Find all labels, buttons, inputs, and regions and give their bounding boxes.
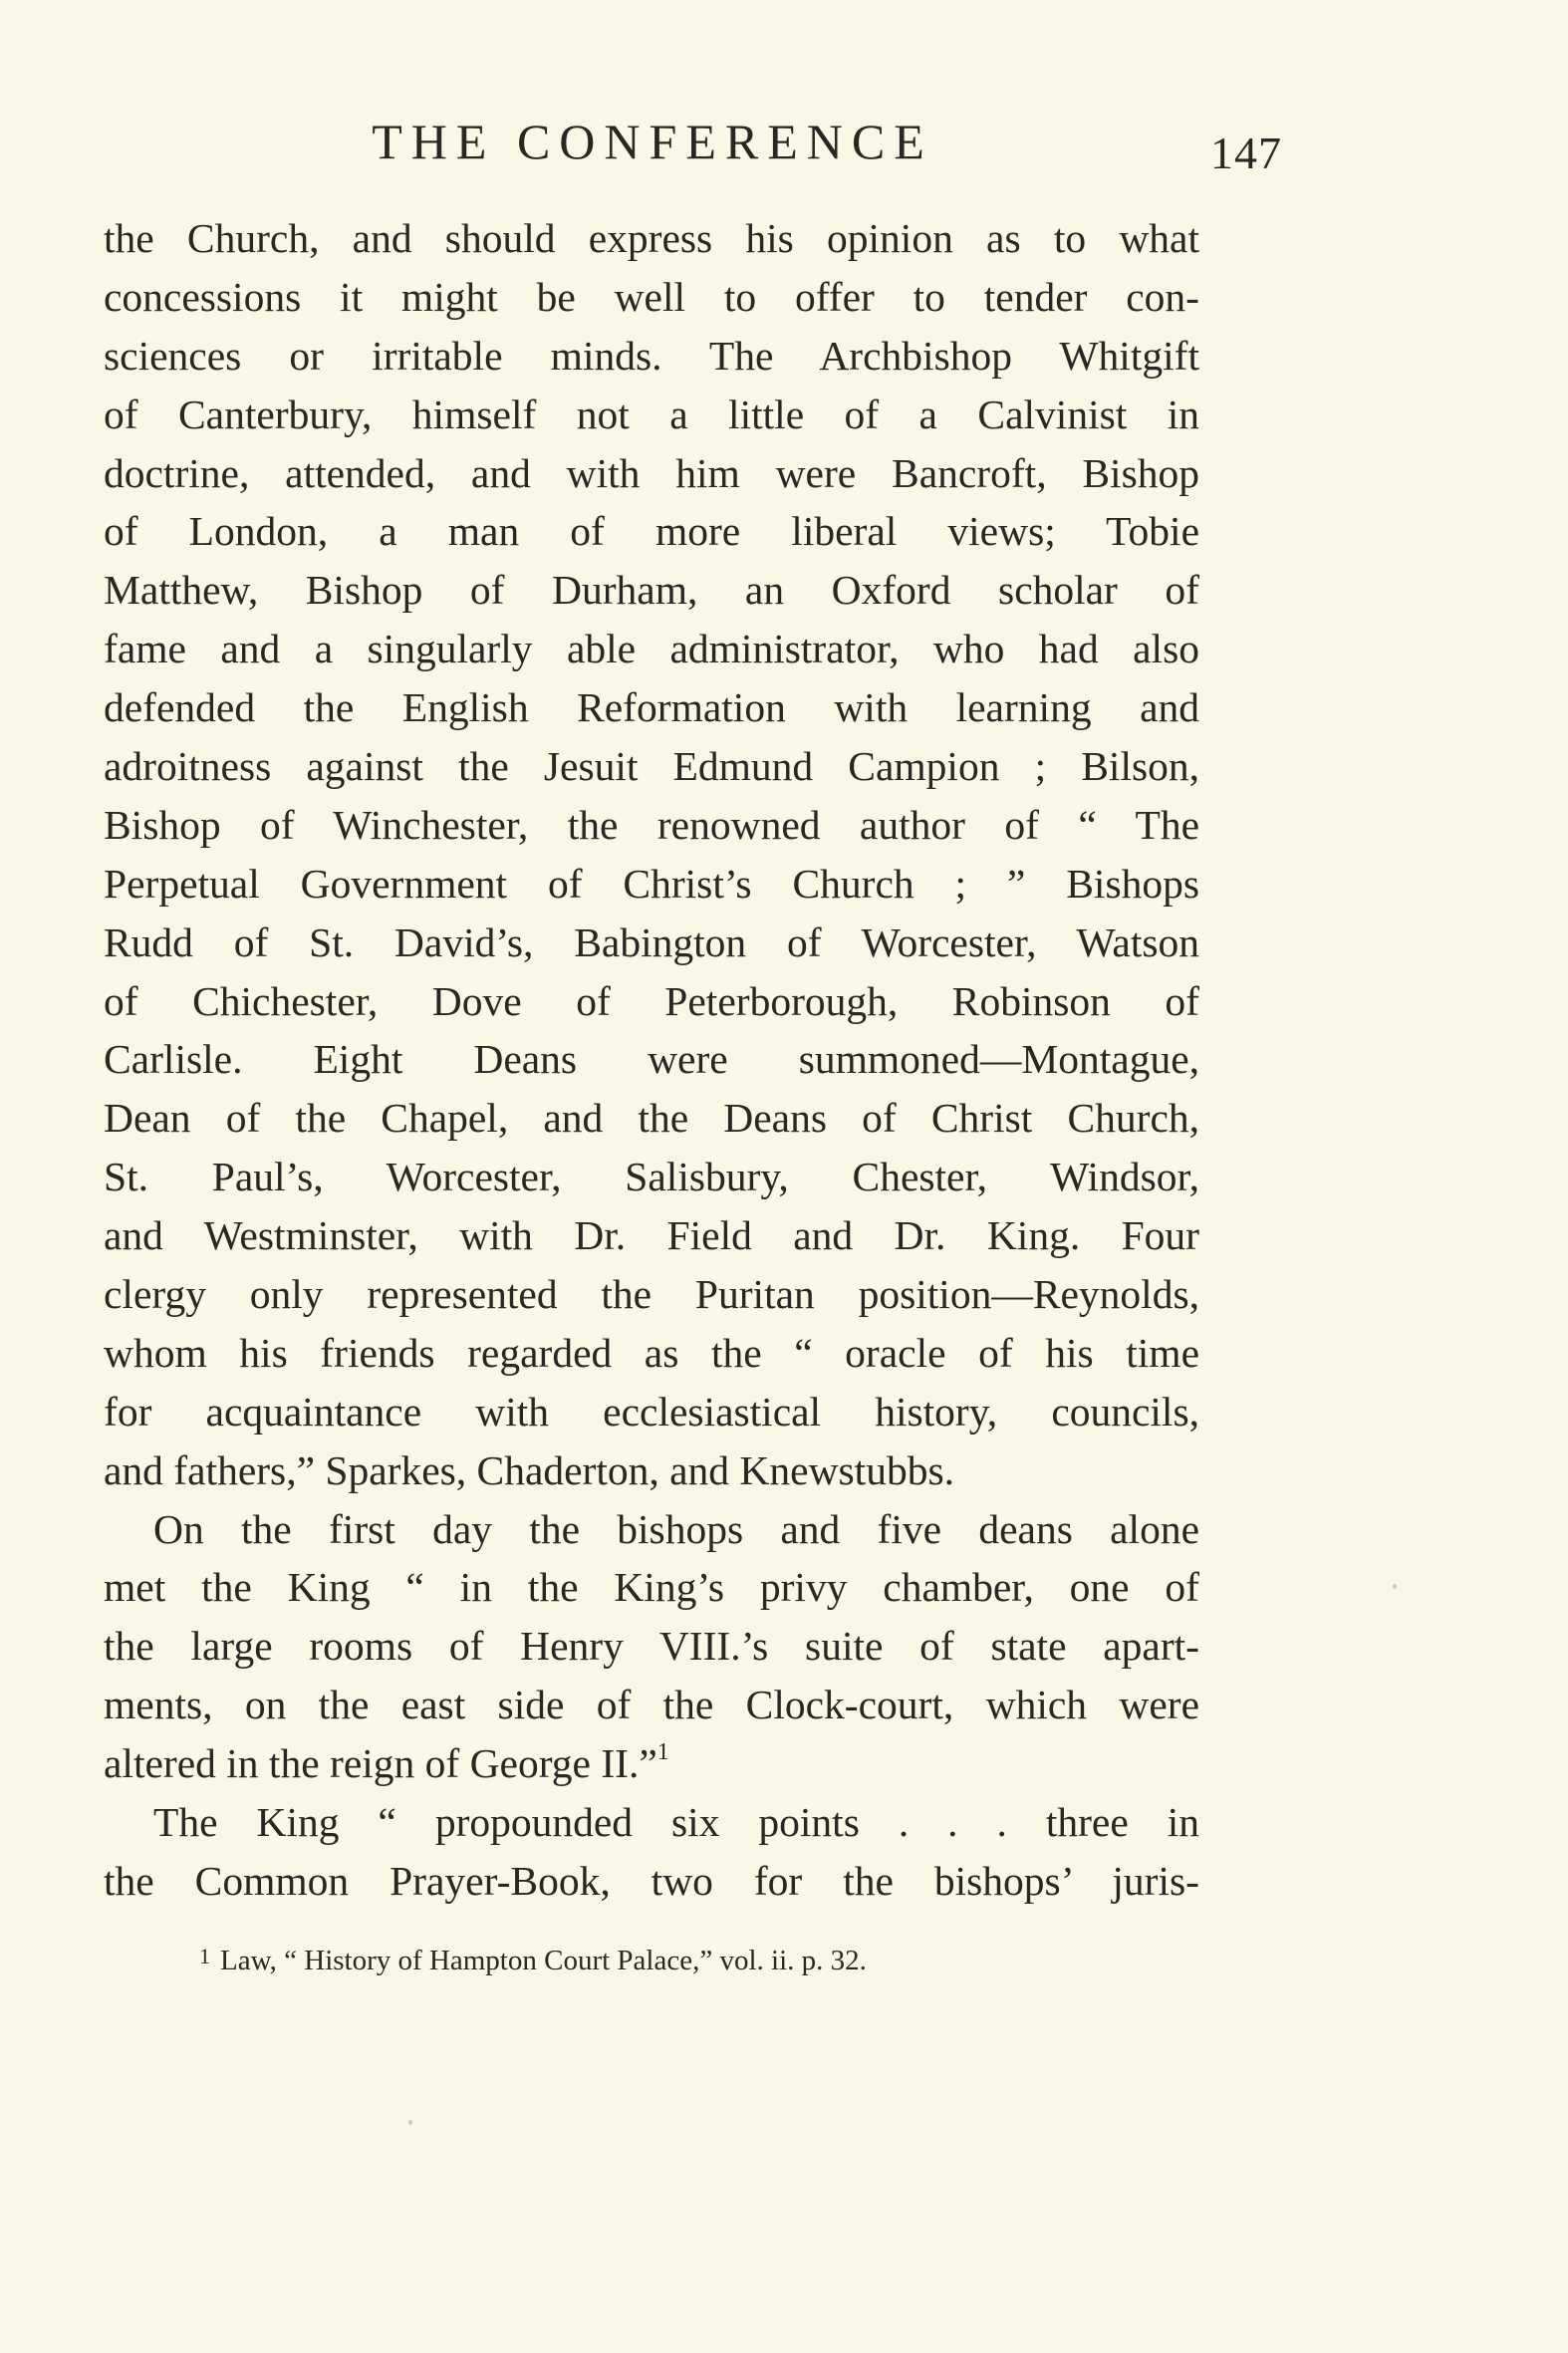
text-line: the Common Prayer-Book, two for the bishops’ juris- [104,1857,1199,1904]
text-line: of London, a man of more liberal views; Tobie [104,508,1199,555]
text-line: fame and a singularly able administrator, who had also [104,626,1199,672]
paper-speck [1393,1584,1397,1589]
paragraph-first-line: On the first day the bishops and five deans alone [153,1505,1199,1552]
text-line: met the King “ in the King’s privy chamber, one of [104,1564,1199,1611]
text-line: doctrine, attended, and with him were Bancroft, Bishop [104,449,1199,496]
footnote-reference: 1 [656,1739,669,1766]
text-line: altered in the reign of George II.” [104,1740,657,1787]
text-line: sciences or irritable minds. The Archbishop Whitgift [104,332,1199,379]
text-line: of Canterbury, himself not a little of a Calvinist in [104,391,1199,437]
text-line: Rudd of St. David’s, Babington of Worcester, Watson [104,918,1199,965]
running-head [105,112,1282,178]
footnote [199,1935,1195,1982]
text-line: Dean of the Chapel, and the Deans of Christ Church, [104,1095,1199,1142]
page-number: 147 [1210,128,1282,178]
text-line: and fathers,” Sparkes, Chaderton, and Knewstubbs. [104,1446,954,1493]
paragraph-first-line: The King “ propounded six points . . . three in [153,1799,1199,1846]
text-line: concessions it might be well to offer to tender con- [104,273,1199,320]
footnote-number: 1 [199,1944,210,1968]
text-line: adroitness against the Jesuit Edmund Campion ; Bilson, [104,743,1199,790]
text-line: the Church, and should express his opinion as to what [104,215,1199,261]
text-line: Carlisle. Eight Deans were summoned—Montague, [104,1036,1199,1083]
text-line: the large rooms of Henry VIII.’s suite of state apart- [104,1623,1199,1670]
text-line-with-footnote-ref [104,1734,1199,1793]
body-text [104,209,1199,1911]
text-line: Bishop of Winchester, the renowned author of “ The [104,801,1199,848]
text-line: defended the English Reformation with learning and [104,684,1199,731]
text-line: and Westminster, with Dr. Field and Dr. King. Four [104,1212,1199,1259]
text-line: clergy only represented the Puritan position—Reynolds, [104,1271,1199,1318]
text-line: whom his friends regarded as the “ oracle of his time [104,1329,1199,1376]
footnote-text: Law, “ History of Hampton Court Palace,” vol. ii. p. 32. [220,1945,867,1976]
text-line: of Chichester, Dove of Peterborough, Robinson of [104,977,1199,1024]
paper-speck [408,2120,412,2125]
text-line: for acquaintance with ecclesiastical history, councils, [104,1388,1199,1435]
text-line: St. Paul’s, Worcester, Salisbury, Chester, Windsor, [104,1154,1199,1200]
text-line: Matthew, Bishop of Durham, an Oxford scholar of [104,567,1199,614]
text-line: Perpetual Government of Christ’s Church ; ” Bishops [104,860,1199,907]
running-title: THE CONFERENCE [372,114,933,169]
text-line: ments, on the east side of the Clock-court, which were [104,1682,1199,1728]
